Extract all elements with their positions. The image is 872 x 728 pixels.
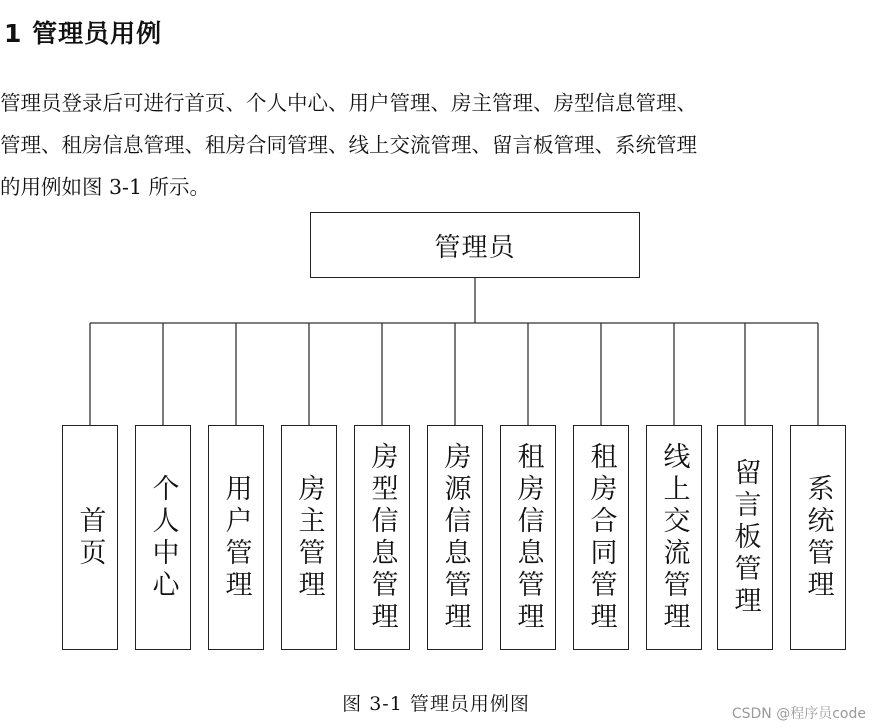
leaf-node-personal-center [135, 425, 191, 650]
leaf-node-rental-contract-management [573, 425, 629, 650]
paragraph-line-2: 管理、租房信息管理、租房合同管理、线上交流管理、留言板管理、系统管理 [0, 133, 697, 157]
leaf-label: 租房信息管理 [512, 441, 544, 634]
leaf-label: 个人中心 [147, 473, 179, 602]
leaf-node-home [62, 425, 118, 650]
watermark: CSDN @程序员code [731, 706, 866, 722]
leaf-label: 首页 [74, 505, 106, 570]
leaf-node-rental-info-management [500, 425, 556, 650]
leaf-label: 用户管理 [220, 473, 252, 602]
leaf-node-room-type-management [354, 425, 410, 650]
figure-caption: 图 3-1 管理员用例图 [342, 693, 530, 715]
leaf-label: 房型信息管理 [366, 441, 398, 634]
section-title: 1 管理员用例 [4, 19, 163, 48]
leaf-node-system-management [790, 425, 846, 650]
root-node-admin [310, 212, 640, 278]
leaf-node-housing-source-management [427, 425, 483, 650]
leaf-label: 留言板管理 [729, 457, 761, 618]
leaf-node-online-communication-management [646, 425, 702, 650]
leaf-label: 租房合同管理 [585, 441, 617, 634]
paragraph-line-3: 的用例如图 3-1 所示。 [0, 175, 211, 199]
leaf-node-user-management [208, 425, 264, 650]
leaf-node-landlord-management [281, 425, 337, 650]
leaf-label: 房源信息管理 [439, 441, 471, 634]
root-node-label: 管理员 [434, 232, 516, 263]
paragraph-line-1: 管理员登录后可进行首页、个人中心、用户管理、房主管理、房型信息管理、 [0, 91, 697, 115]
leaf-label: 线上交流管理 [658, 441, 690, 634]
leaf-node-message-board-management [717, 425, 773, 650]
leaf-label: 系统管理 [802, 473, 834, 602]
leaf-label: 房主管理 [293, 473, 325, 602]
